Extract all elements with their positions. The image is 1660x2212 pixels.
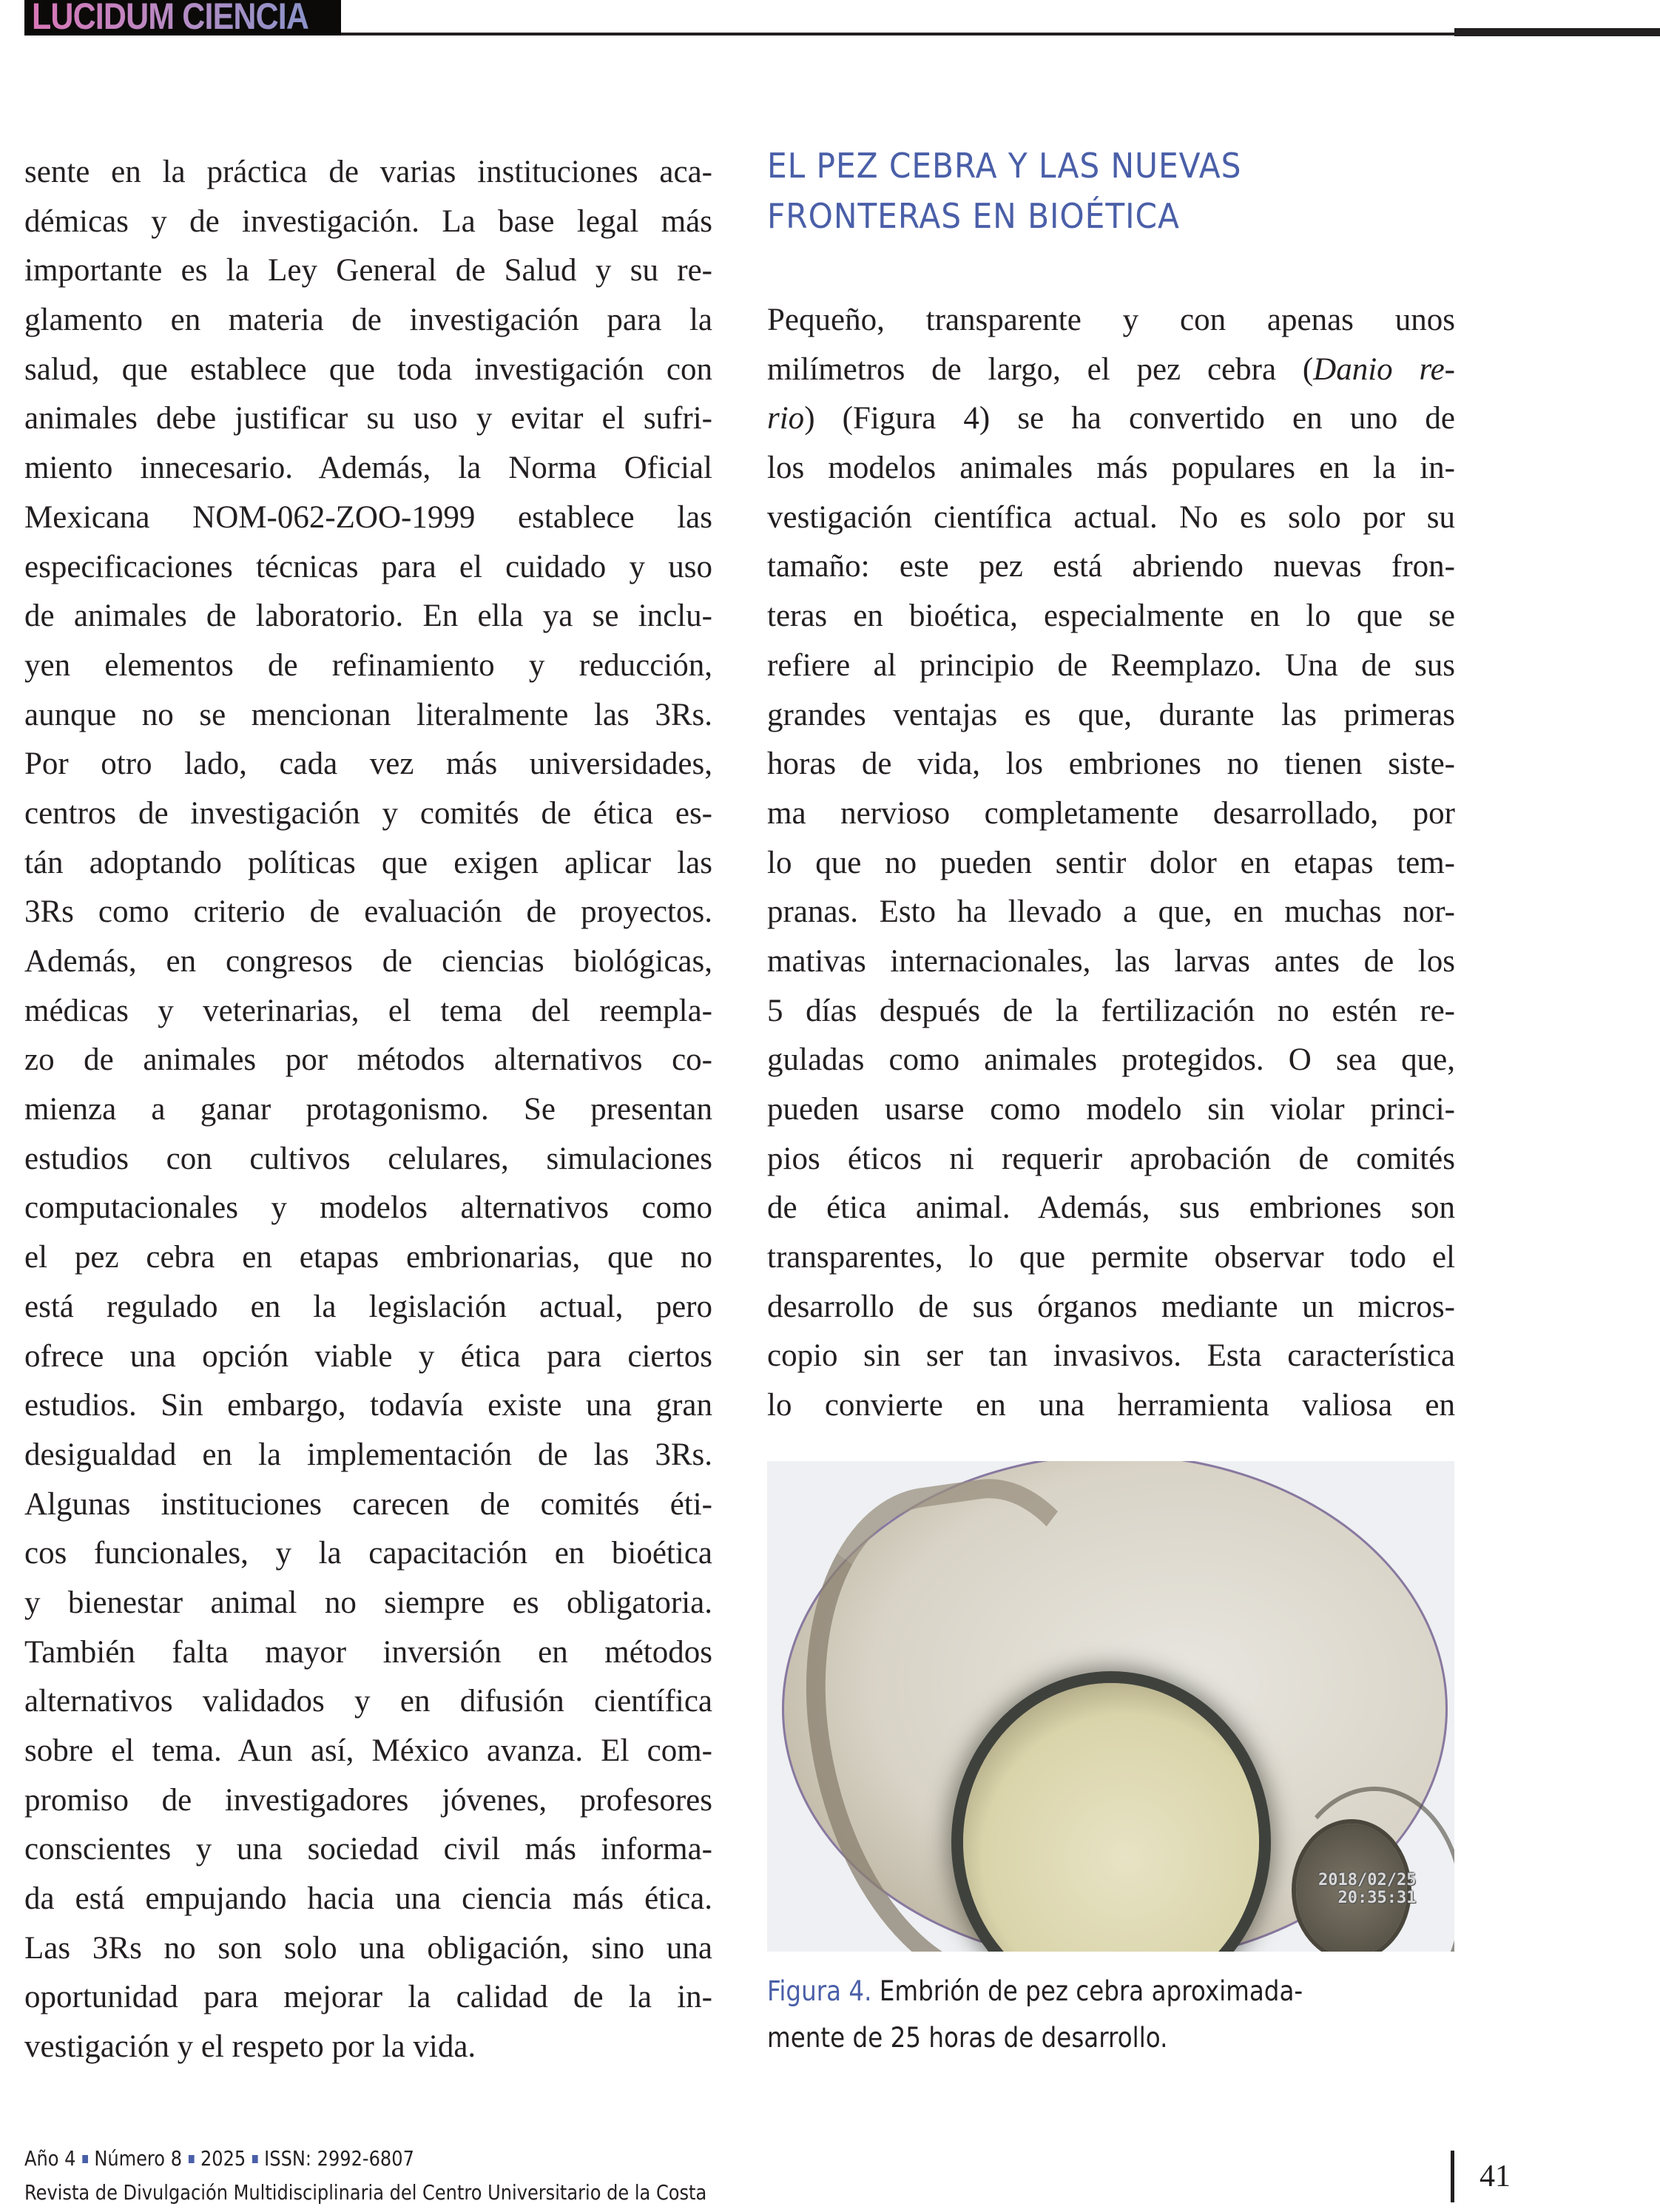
body-line: tamaño: este pez está abriendo nuevas fron- (767, 549, 1455, 584)
body-line: computacionales y modelos alternativos como (24, 1190, 712, 1226)
body-line: miento innecesario. Además, la Norma Oficial (24, 451, 712, 486)
body-line: y bienestar animal no siempre es obligatoria. (24, 1585, 712, 1620)
body-line: los modelos animales más populares en la in- (767, 451, 1455, 486)
body-line: vestigación científica actual. No es solo por su (767, 499, 1455, 535)
heading-line-2: FRONTERAS EN BIOÉTICA (767, 196, 1180, 236)
body-line: ofrece una opción viable y ética para ciertos (24, 1338, 712, 1374)
body-line: conscientes y una sociedad civil más informa- (24, 1832, 712, 1867)
body-line: 3Rs como criterio de evaluación de proyectos. (24, 894, 712, 930)
body-line: ma nervioso completamente desarrollado, por (767, 795, 1455, 831)
body-line: especificaciones técnicas para el cuidado y uso (24, 549, 712, 584)
body-line: sente en la práctica de varias instituciones aca- (24, 155, 712, 189)
body-line: Algunas instituciones carecen de comités éti- (24, 1486, 712, 1522)
footer-journal: Revista de Divulgación Multidisciplinaria del Centro Universitario de la Costa (24, 2180, 707, 2205)
timestamp-date: 2018/02/25 (1318, 1871, 1417, 1889)
body-line: estudios. Sin embargo, todavía existe una gran (24, 1388, 712, 1423)
footer-year: Año 4 (24, 2146, 76, 2171)
caption-label: Figura 4. (767, 1975, 872, 2007)
body-text: milímetros de largo, el pez cebra ( (767, 351, 1314, 387)
body-line: alternativos validados y en difusión científica (24, 1684, 712, 1719)
body-line: el pez cebra en etapas embrionarias, que no (24, 1240, 712, 1275)
body-line: oportunidad para mejorar la calidad de la in- (24, 1980, 712, 2015)
body-line: grandes ventajas es que, durante las primeras (767, 697, 1455, 732)
body-line: mienza a ganar protagonismo. Se presentan (24, 1092, 712, 1127)
body-line: Pequeño, transparente y con apenas unos (767, 303, 1455, 337)
body-line: Las 3Rs no son solo una obligación, sino una (24, 1930, 712, 1966)
left-column (24, 148, 712, 2072)
body-line: animales debe justificar su uso y evitar el sufri- (24, 401, 712, 436)
body-line: teras en bioética, especialmente en lo que se (767, 598, 1455, 634)
masthead-title: LUCIDUM CIENCIA (32, 0, 308, 37)
body-line: Mexicana NOM-062-ZOO-1999 establece las (24, 499, 712, 535)
right-column (767, 296, 1455, 1431)
body-line: tán adoptando políticas que exigen aplicar las (24, 845, 712, 880)
body-line: médicas y veterinarias, el tema del reempla- (24, 993, 712, 1028)
header-rule (341, 33, 1454, 36)
body-line: refiere al principio de Reemplazo. Una de sus (767, 647, 1455, 683)
body-line: Por otro lado, cada vez más universidades, (24, 746, 712, 782)
body-line: zo de animales por métodos alternativos co- (24, 1042, 712, 1078)
body-line: pios éticos ni requerir aprobación de comités (767, 1141, 1455, 1176)
page-number: 41 (1480, 2159, 1511, 2194)
body-line: importante es la Ley General de Salud y su re- (24, 253, 712, 289)
section-heading (767, 141, 1455, 241)
species-name: rio (767, 401, 805, 436)
square-bullet-icon (252, 2155, 258, 2163)
body-line: lo que no pueden sentir dolor en etapas tem- (767, 845, 1455, 880)
caption-text-2: mente de 25 horas de desarrollo. (767, 2022, 1168, 2054)
body-line (767, 394, 1455, 444)
masthead (24, 0, 341, 36)
body-line: salud, que establece que toda investigación con (24, 351, 712, 387)
image-timestamp (1318, 1872, 1416, 1907)
body-line: copio sin ser tan invasivos. Esta característica (767, 1338, 1455, 1374)
body-line (767, 345, 1455, 395)
body-line: Además, en congresos de ciencias biológicas, (24, 944, 712, 979)
body-text: ) (Figura 4) se ha convertido en uno de (804, 401, 1455, 436)
body-line: sobre el tema. Aun así, México avanza. El com- (24, 1733, 712, 1768)
body-line: lo convierte en una herramienta valiosa en (767, 1388, 1455, 1423)
body-line: de ética animal. Además, sus embriones son (767, 1190, 1455, 1226)
footer-issn: ISSN: 2992-6807 (264, 2146, 414, 2171)
body-line: estudios con cultivos celulares, simulaciones (24, 1141, 712, 1176)
caption-text: Embrión de pez cebra aproximada- (871, 1975, 1303, 2007)
page-divider (1451, 2151, 1454, 2202)
figure-caption (767, 1968, 1455, 2061)
footer-pub-year: 2025 (200, 2146, 246, 2171)
body-line: glamento en materia de investigación para la (24, 303, 712, 338)
body-line: transparentes, lo que permite observar todo el (767, 1240, 1455, 1275)
square-bullet-icon (82, 2155, 88, 2163)
body-line: promiso de investigadores jóvenes, profesores (24, 1782, 712, 1818)
body-line: También falta mayor inversión en métodos (24, 1634, 712, 1670)
body-line: guladas como animales protegidos. O sea que, (767, 1042, 1455, 1078)
body-line: pueden usarse como modelo sin violar princi- (767, 1092, 1455, 1127)
footer-number: Número 8 (94, 2146, 183, 2171)
footer-issue-info (24, 2142, 706, 2176)
header-rule-accent (1454, 28, 1660, 36)
body-line: horas de vida, los embriones no tienen siste- (767, 746, 1455, 782)
body-line: de animales de laboratorio. En ella ya se inclu- (24, 598, 712, 634)
body-line: démicas y de investigación. La base legal más (24, 203, 712, 239)
body-line: 5 días después de la fertilización no estén re- (767, 993, 1455, 1028)
body-line: da está empujando hacia una ciencia más ética. (24, 1881, 712, 1917)
body-line: aunque no se mencionan literalmente las 3Rs. (24, 697, 712, 732)
body-line: yen elementos de refinamiento y reducción, (24, 647, 712, 683)
body-line: está regulado en la legislación actual, pero (24, 1289, 712, 1324)
timestamp-time: 20:35:31 (1337, 1889, 1417, 1907)
footer (24, 2142, 817, 2210)
body-line: pranas. Esto ha llevado a que, en muchas nor- (767, 894, 1455, 930)
species-name: Danio re- (1313, 351, 1456, 387)
body-line: desarrollo de sus órganos mediante un micros- (767, 1289, 1455, 1324)
figure-image (767, 1461, 1454, 1952)
right-column-lines (767, 444, 1455, 1431)
body-line: desigualdad en la implementación de las 3Rs. (24, 1437, 712, 1472)
heading-line-1: EL PEZ CEBRA Y LAS NUEVAS (767, 146, 1242, 186)
square-bullet-icon (189, 2155, 195, 2163)
body-line: cos funcionales, y la capacitación en bioética (24, 1536, 712, 1571)
body-line: mativas internacionales, las larvas antes de los (767, 943, 1455, 979)
body-line: centros de investigación y comités de ética es- (24, 795, 712, 831)
body-line: vestigación y el respeto por la vida. (24, 2029, 476, 2065)
